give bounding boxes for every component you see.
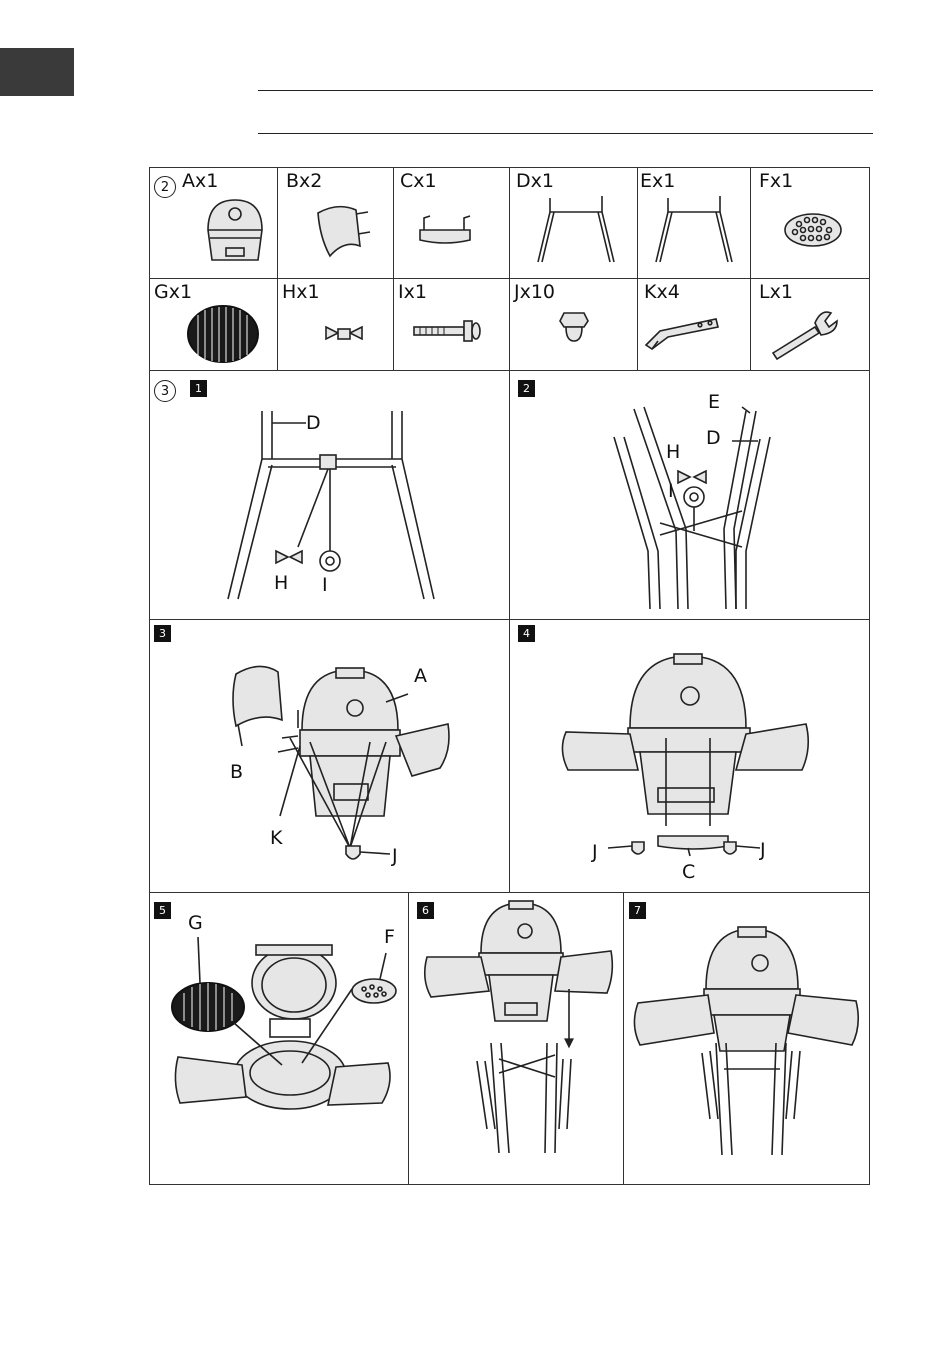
step-6-drawing — [409, 893, 624, 1184]
step-3-badge: 3 — [154, 625, 171, 642]
callout-i: I — [322, 574, 328, 596]
step-6-badge: 6 — [417, 902, 434, 919]
header-rule-top — [258, 90, 873, 91]
parts-section-number: 2 — [154, 176, 176, 198]
callout-a: A — [414, 665, 427, 687]
step-3-drawing — [150, 620, 510, 893]
step-2-badge: 2 — [518, 380, 535, 397]
callout-c: C — [682, 861, 696, 883]
step-4-drawing — [510, 620, 869, 893]
page-tab-marker — [0, 48, 74, 96]
step-2-drawing — [510, 371, 869, 620]
step-7-drawing — [624, 893, 869, 1184]
part-cell-h — [278, 279, 394, 371]
part-label-i: Ix1 — [398, 281, 427, 303]
wrench-icon — [751, 279, 869, 371]
stand-frame-e-icon — [638, 168, 751, 279]
callout-d: D — [706, 427, 721, 449]
shelf-bracket-icon — [638, 279, 751, 371]
callout-f: F — [384, 926, 395, 948]
stand-frame-d-icon — [510, 168, 638, 279]
callout-i: I — [668, 480, 674, 502]
header-rule-bottom — [258, 133, 873, 134]
cooking-grate-icon — [150, 279, 278, 371]
part-label-d: Dx1 — [516, 170, 554, 192]
callout-h: H — [274, 572, 289, 594]
step-4-badge: 4 — [518, 625, 535, 642]
step-2-panel — [510, 371, 869, 620]
part-cell-k — [638, 279, 751, 371]
side-shelf-icon — [278, 168, 394, 279]
part-label-e: Ex1 — [640, 170, 676, 192]
step-5-drawing — [150, 893, 409, 1184]
callout-j-right: J — [760, 839, 766, 861]
bolt-icon — [394, 279, 510, 371]
part-label-a: Ax1 — [182, 170, 219, 192]
cap-nut-icon — [510, 279, 638, 371]
part-label-c: Cx1 — [400, 170, 437, 192]
assembly-section-number: 3 — [154, 380, 176, 402]
step-1-drawing — [150, 371, 510, 620]
part-label-h: Hx1 — [282, 281, 320, 303]
callout-j-left: J — [592, 841, 598, 863]
part-cell-d — [510, 168, 638, 279]
part-label-g: Gx1 — [154, 281, 193, 303]
part-cell-g — [150, 279, 278, 371]
grill-body-icon — [150, 168, 278, 279]
assembly-figure-grid — [149, 167, 870, 1185]
callout-k: K — [270, 827, 283, 849]
handle-icon — [394, 168, 510, 279]
part-cell-f — [751, 168, 869, 279]
callout-j: J — [392, 845, 398, 867]
step-5-panel — [150, 893, 409, 1184]
callout-h: H — [666, 441, 681, 463]
part-cell-c — [394, 168, 510, 279]
step-7-badge: 7 — [629, 902, 646, 919]
step-4-panel — [510, 620, 869, 893]
step-5-badge: 5 — [154, 902, 171, 919]
part-label-k: Kx4 — [644, 281, 680, 303]
part-cell-j — [510, 279, 638, 371]
step-1-badge: 1 — [190, 380, 207, 397]
step-6-panel — [409, 893, 624, 1184]
step-3-panel — [150, 620, 510, 893]
part-label-f: Fx1 — [759, 170, 794, 192]
callout-g: G — [188, 912, 203, 934]
part-label-l: Lx1 — [759, 281, 793, 303]
part-cell-i — [394, 279, 510, 371]
part-cell-l — [751, 279, 869, 371]
charcoal-plate-icon — [751, 168, 869, 279]
callout-e: E — [708, 391, 721, 413]
part-label-j: Jx10 — [514, 281, 556, 303]
callout-b: B — [230, 761, 244, 783]
part-cell-b — [278, 168, 394, 279]
wing-nut-icon — [278, 279, 394, 371]
callout-d: D — [306, 412, 321, 434]
part-cell-a — [150, 168, 278, 279]
part-label-b: Bx2 — [286, 170, 323, 192]
part-cell-e — [638, 168, 751, 279]
step-1-panel — [150, 371, 510, 620]
step-7-panel — [624, 893, 869, 1184]
